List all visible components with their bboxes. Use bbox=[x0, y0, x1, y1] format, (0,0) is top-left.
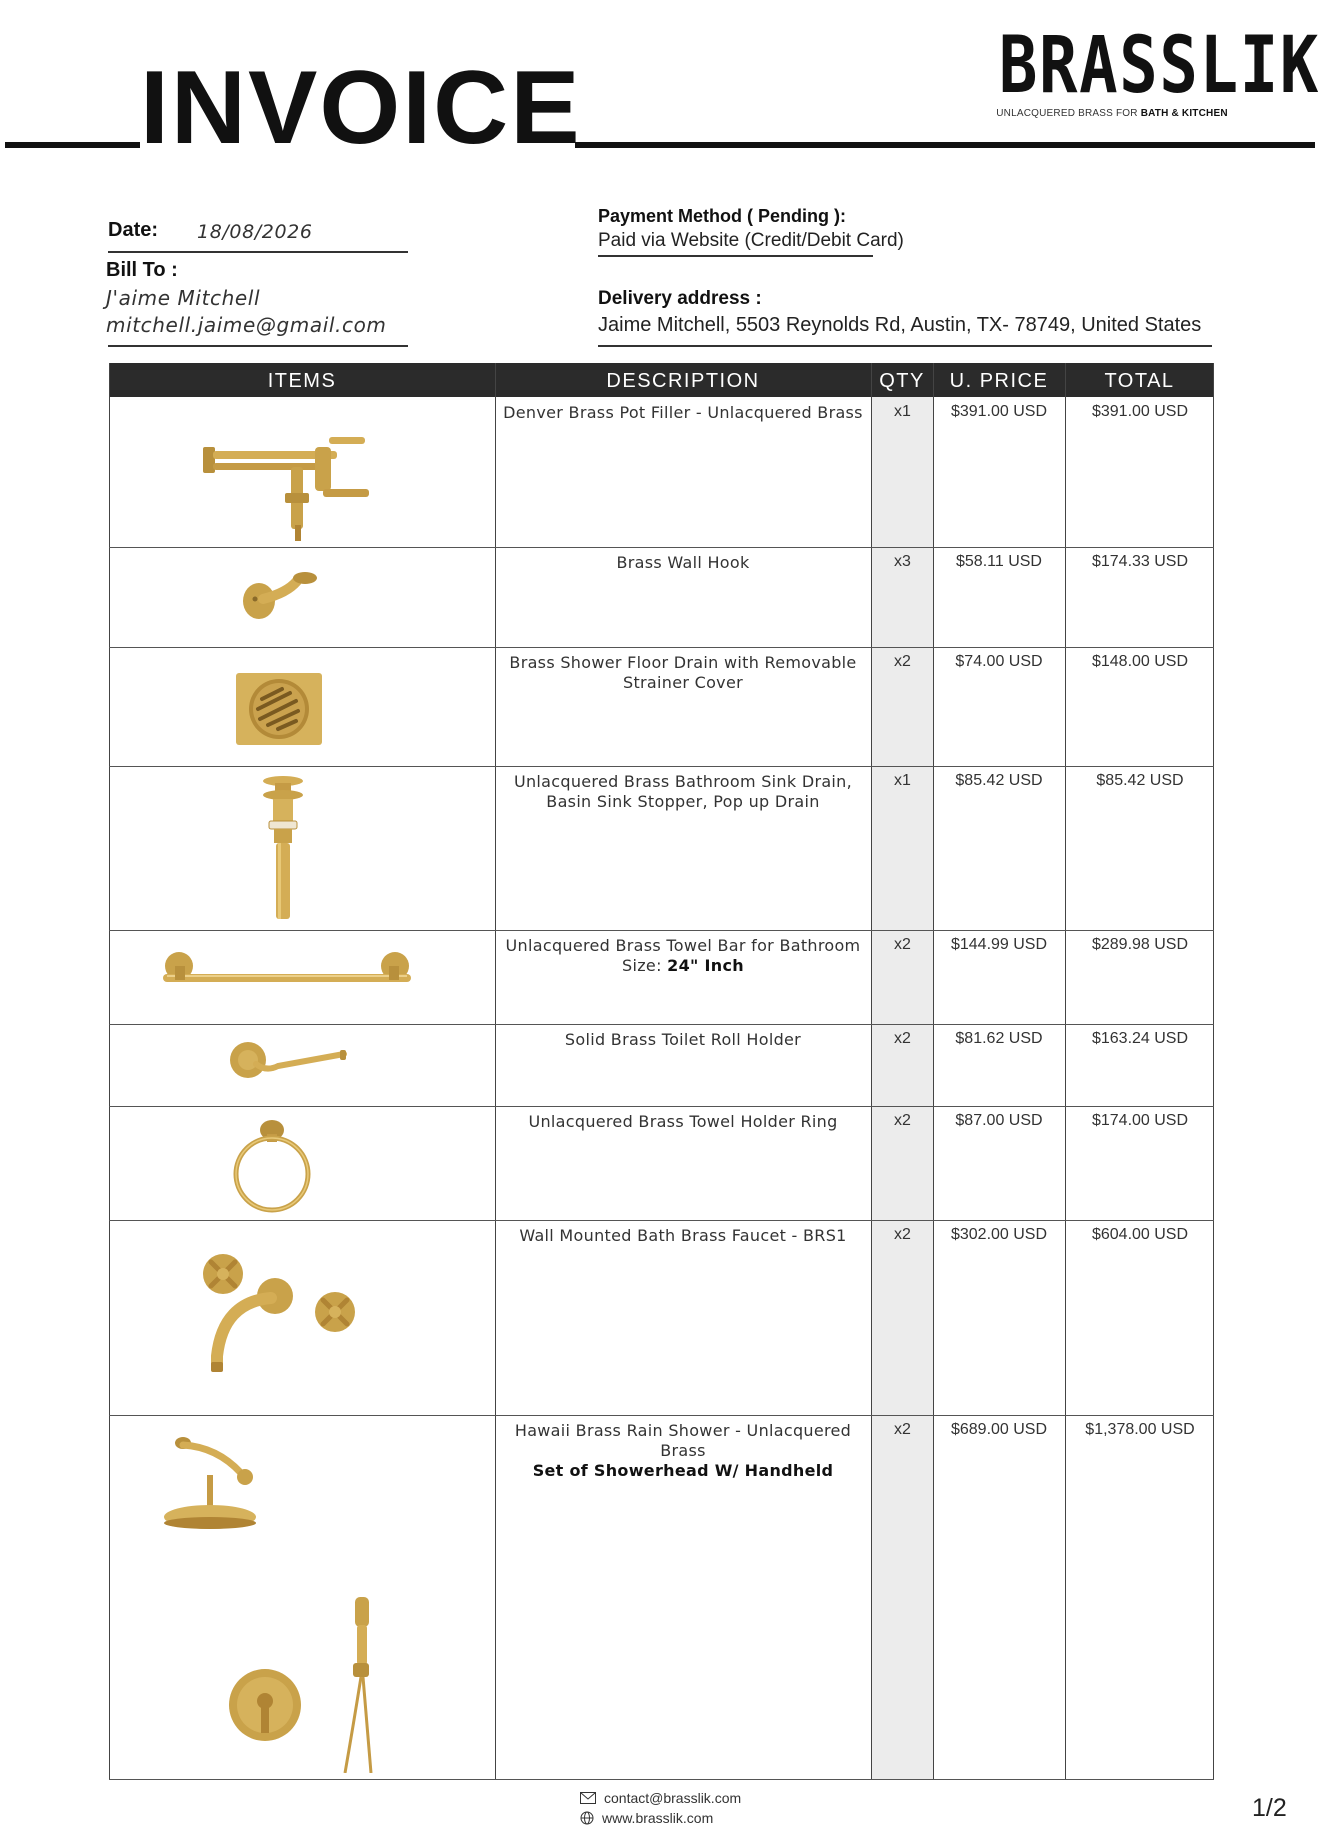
row-qty: x2 bbox=[894, 1226, 911, 1243]
brand-tagline: UNLACQUERED BRASS FOR BATH & KITCHEN bbox=[996, 108, 1228, 119]
brand-name: BRASSLIK bbox=[998, 21, 1320, 111]
row-qty: x2 bbox=[894, 653, 911, 670]
th-total: TOTAL bbox=[1104, 370, 1175, 392]
row-total: $163.24 USD bbox=[1091, 1030, 1189, 1047]
grid-h bbox=[109, 1779, 1214, 1780]
row-description: Denver Brass Pot Filler - Unlacquered Brass bbox=[503, 403, 863, 422]
bath-faucet-icon bbox=[189, 1240, 379, 1390]
date-label: Date: bbox=[108, 219, 159, 241]
payment-label: Payment Method ( Pending ): bbox=[598, 206, 847, 226]
row-qty: x2 bbox=[894, 1112, 911, 1129]
bill-to-underline bbox=[108, 345, 408, 347]
sink-drain-icon bbox=[261, 775, 305, 923]
row-unit-price: $87.00 USD bbox=[955, 1112, 1043, 1129]
row-total: $1,378.00 USD bbox=[1085, 1421, 1195, 1438]
rain-shower-icon bbox=[157, 1437, 427, 1773]
mail-icon bbox=[580, 1792, 596, 1804]
row-description: Brass Wall Hook bbox=[616, 553, 750, 572]
delivery-value: Jaime Mitchell, 5503 Reynolds Rd, Austin, TX- 78749, United States bbox=[598, 314, 1202, 336]
row-description: Unlacquered Brass Towel Bar for Bathroom Size: 24" Inch bbox=[505, 936, 861, 975]
row-unit-price: $144.99 USD bbox=[950, 936, 1048, 953]
bill-to-email: mitchell.jaime@gmail.com bbox=[106, 313, 387, 337]
table-row bbox=[109, 397, 1214, 547]
footer-website-line bbox=[580, 1808, 741, 1828]
row-total: $174.33 USD bbox=[1091, 553, 1189, 570]
row-description: Wall Mounted Bath Brass Faucet - BRS1 bbox=[519, 1226, 847, 1245]
row-total: $391.00 USD bbox=[1091, 403, 1189, 420]
row-unit-price: $85.42 USD bbox=[955, 772, 1043, 789]
date-underline bbox=[108, 251, 408, 253]
footer-website[interactable]: www.brasslik.com bbox=[602, 1810, 714, 1826]
row-unit-price: $81.62 USD bbox=[955, 1030, 1043, 1047]
payment-underline bbox=[598, 255, 873, 257]
row-description: Hawaii Brass Rain Shower - Unlacquered Brass Set of Showerhead W/ Handheld bbox=[514, 1421, 852, 1480]
row-qty: x1 bbox=[894, 403, 911, 420]
th-qty: QTY bbox=[879, 370, 925, 392]
table-row bbox=[109, 1024, 1214, 1106]
wall-hook-icon bbox=[239, 569, 329, 629]
table-row bbox=[109, 1220, 1214, 1415]
payment-value: Paid via Website (Credit/Debit Card) bbox=[598, 230, 904, 251]
th-items: ITEMS bbox=[267, 370, 337, 392]
page-number: 1/2 bbox=[1252, 1794, 1287, 1822]
row-description: Unlacquered Brass Bathroom Sink Drain, Basin Sink Stopper, Pop up Drain bbox=[513, 772, 852, 811]
table-row bbox=[109, 1415, 1214, 1779]
row-total: $85.42 USD bbox=[1096, 772, 1184, 789]
row-unit-price: $302.00 USD bbox=[950, 1226, 1048, 1243]
table-header bbox=[109, 363, 1214, 397]
row-total: $174.00 USD bbox=[1091, 1112, 1189, 1129]
row-unit-price: $58.11 USD bbox=[956, 553, 1042, 570]
row-total: $289.98 USD bbox=[1091, 936, 1189, 953]
row-description: Brass Shower Floor Drain with Removable Strainer Cover bbox=[509, 653, 857, 692]
th-description: DESCRIPTION bbox=[606, 370, 760, 392]
row-qty: x3 bbox=[894, 553, 911, 570]
bill-to-name: J'aime Mitchell bbox=[106, 286, 261, 310]
table-row bbox=[109, 1106, 1214, 1220]
table-row bbox=[109, 647, 1214, 766]
table-row bbox=[109, 930, 1214, 1024]
row-description: Solid Brass Toilet Roll Holder bbox=[564, 1030, 802, 1049]
footer-email[interactable]: contact@brasslik.com bbox=[604, 1790, 742, 1806]
th-unit-price: U. PRICE bbox=[949, 370, 1049, 392]
row-unit-price: $391.00 USD bbox=[950, 403, 1048, 420]
row-description: Unlacquered Brass Towel Holder Ring bbox=[528, 1112, 838, 1131]
bill-to-label: Bill To : bbox=[106, 259, 178, 281]
delivery-underline bbox=[598, 345, 1212, 347]
footer-email-line bbox=[580, 1788, 741, 1808]
row-qty: x2 bbox=[894, 1030, 911, 1047]
row-unit-price: $74.00 USD bbox=[955, 653, 1043, 670]
row-qty: x2 bbox=[894, 1421, 911, 1438]
row-qty: x1 bbox=[894, 772, 911, 789]
delivery-label: Delivery address : bbox=[598, 288, 762, 309]
table-row bbox=[109, 766, 1214, 930]
row-total: $604.00 USD bbox=[1091, 1226, 1189, 1243]
pot-filler-icon bbox=[199, 427, 379, 542]
table-row bbox=[109, 547, 1214, 647]
row-total: $148.00 USD bbox=[1091, 653, 1189, 670]
towel-bar-icon bbox=[157, 946, 417, 996]
invoice-title: INVOICE bbox=[140, 50, 582, 166]
globe-icon bbox=[580, 1811, 594, 1825]
header-rule-left bbox=[5, 142, 140, 148]
towel-ring-icon bbox=[229, 1116, 315, 1214]
brand-logo bbox=[974, 21, 1320, 119]
floor-drain-icon bbox=[234, 671, 324, 747]
row-unit-price: $689.00 USD bbox=[950, 1421, 1048, 1438]
footer-contact bbox=[580, 1788, 741, 1828]
date-value: 18/08/2026 bbox=[197, 221, 313, 243]
toilet-roll-holder-icon bbox=[226, 1036, 350, 1086]
row-qty: x2 bbox=[894, 936, 911, 953]
header-rule-right bbox=[575, 142, 1315, 148]
